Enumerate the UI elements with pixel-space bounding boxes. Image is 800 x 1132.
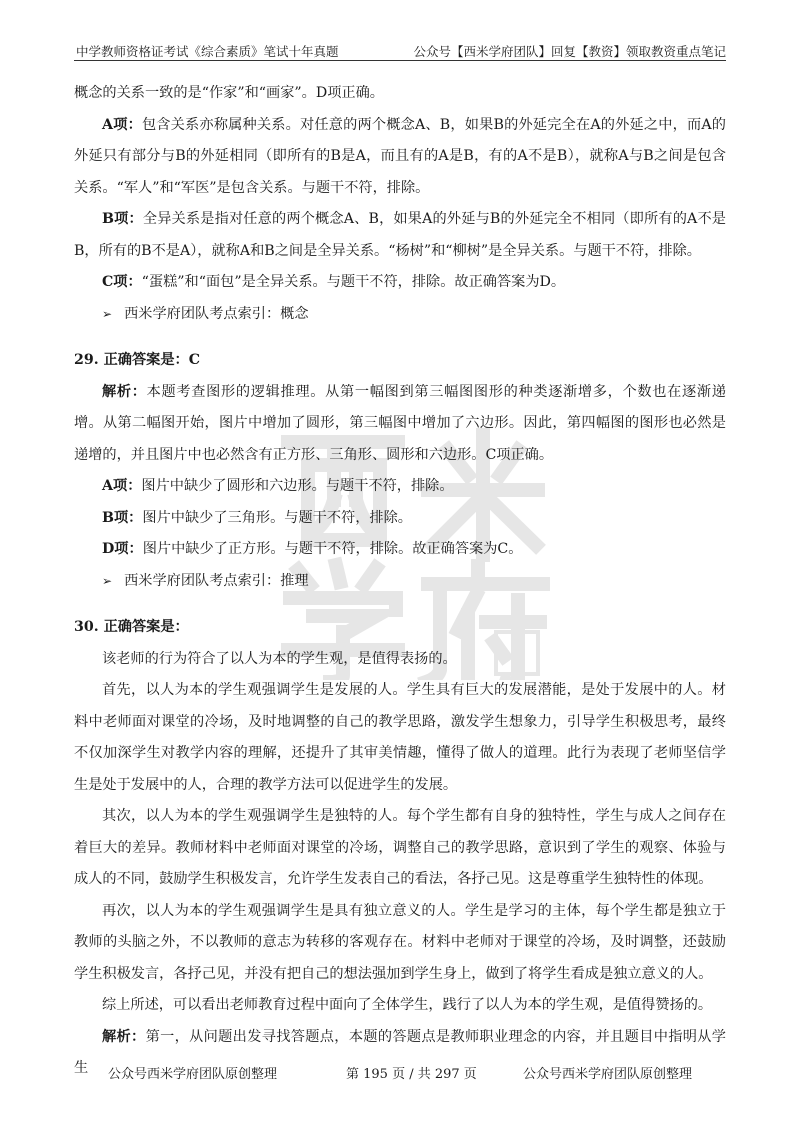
option-label: C项： — [102, 274, 142, 290]
q29-option-b — [74, 503, 726, 535]
footer-right: 公众号西米学府团队原创整理 — [522, 1067, 692, 1082]
option-text: 图片中缺少了正方形。与题干不符，排除。故正确答案为C。 — [142, 541, 523, 557]
option-label: D项： — [102, 541, 143, 557]
q29-option-d — [74, 534, 726, 566]
option-text: 全异关系是指对任意的两个概念A、B，如果A的外延与B的外延完全不相同（即所有的A不是B，所有的B不是A），就称A和B之间是全异关系。“杨树”和“柳树”是全异关系。与题干不符，排除。 — [74, 211, 726, 259]
option-label: A项： — [102, 116, 142, 133]
q28-option-a — [74, 110, 726, 205]
option-label: B项： — [102, 211, 143, 227]
index-text: 西米学府团队考点索引：推理 — [124, 572, 309, 589]
q30-paragraph-4: 再次，以人为本的学生观强调学生是具有独立意义的人。学生是学习的主体，每个学生都是独立于教师的头脑之外，不以教师的意志为转移的客观存在。材料中老师对于课堂的冷场，及时调整，还鼓励学生积极发言，各抒己见，并没有把自己的想法强加到学生身上，做到了将学生看成是独立意义的人。 — [74, 902, 726, 982]
q29-option-a — [74, 471, 726, 503]
page-number: 第 195 页 / 共 297 页 — [346, 1067, 477, 1082]
analysis-label: 解析： — [102, 383, 147, 400]
header-right-note: 公众号【西米学府团队】回复【教资】领取教资重点笔记 — [413, 44, 726, 59]
page-header — [74, 38, 726, 61]
arrow-bullet-icon: ➢ — [102, 573, 113, 588]
page-footer — [74, 1063, 726, 1085]
q29-index — [74, 566, 726, 598]
analysis-text: 本题考查图形的逻辑推理。从第一幅图到第三幅图图形的种类逐渐增多，个数也在逐渐递增。从第二幅图开始，图片中增加了圆形，第三幅图中增加了六边形。因此，第四幅图的图形也必然是递增的，并且图片中也必然含有正方形、三角形、圆形和六边形。C项正确。 — [74, 383, 726, 463]
option-label: B项： — [102, 509, 143, 526]
q30-paragraph-3: 其次，以人为本的学生观强调学生是独特的人。每个学生都有自身的独特性，学生与成人之间存在着巨大的差异。教师材料中老师面对课堂的冷场，调整自己的教学思路，意识到了学生的观察、体验与成人的不同，鼓励学生积极发言，允许学生发表自己的看法，各抒己见。这是尊重学生独特性的体现。 — [74, 808, 726, 887]
option-text: 图片中缺少了圆形和六边形。与题干不符，排除。 — [141, 478, 454, 494]
option-text: “蛋糕”和“面包”是全异关系。与题干不符，排除。故正确答案为D。 — [141, 274, 566, 290]
q29-title: 29. 正确答案是：C — [74, 352, 201, 368]
q28-option-b — [74, 204, 726, 267]
q30-paragraph-5: 综上所述，可以看出老师教育过程中面向了全体学生，践行了以人为本的学生观，是值得赞扬的。 — [102, 997, 713, 1013]
arrow-bullet-icon: ➢ — [102, 306, 113, 321]
option-text: 图片中缺少了三角形。与题干不符，排除。 — [142, 509, 412, 526]
index-text: 西米学府团队考点索引：概念 — [124, 305, 309, 322]
q30-paragraph-2: 首先，以人为本的学生观强调学生是发展的人。学生具有巨大的发展潜能，是处于发展中的人。材料中老师面对课堂的冷场，及时地调整的自己的教学思路，激发学生想象力，引导学生积极思考，最终不仅加深学生对教学内容的理解，还提升了其审美情趣，懂得了做人的道理。此行为表现了老师坚信学生是处于发展中的人，合理的教学方法可以促进学生的发展。 — [74, 682, 726, 793]
option-label: A项： — [102, 478, 142, 494]
q30-title: 30. 正确答案是： — [74, 619, 189, 635]
analysis-label: 解析： — [102, 1028, 146, 1045]
q28-index — [74, 299, 726, 331]
q30-paragraph-1: 该老师的行为符合了以人为本的学生观，是值得表扬的。 — [102, 650, 457, 667]
q28-option-c — [74, 267, 726, 299]
analysis-text: 第一，从问题出发寻找答题点，本题的答题点是教师职业理念的内容，并且题目中指明从学生 — [74, 1028, 726, 1076]
continued-line: 概念的关系一致的是“作家”和“画家”。D项正确。 — [74, 85, 384, 101]
q29-analysis — [74, 377, 726, 472]
header-left-title: 中学教师资格证考试《综合素质》笔试十年真题 — [76, 44, 339, 59]
option-text: 包含关系亦称属种关系。对任意的两个概念A、B，如果B的外延完全在A的外延之中，而A的外延只有部分与B的外延相同（即所有的B是A，而且有的A是B，有的A不是B），就称A与B之间是包含关系。“军人”和“军医”是包含关系。与题干不符，排除。 — [74, 116, 726, 196]
footer-left: 公众号西米学府团队原创整理 — [108, 1067, 278, 1082]
page-content — [74, 78, 726, 1085]
